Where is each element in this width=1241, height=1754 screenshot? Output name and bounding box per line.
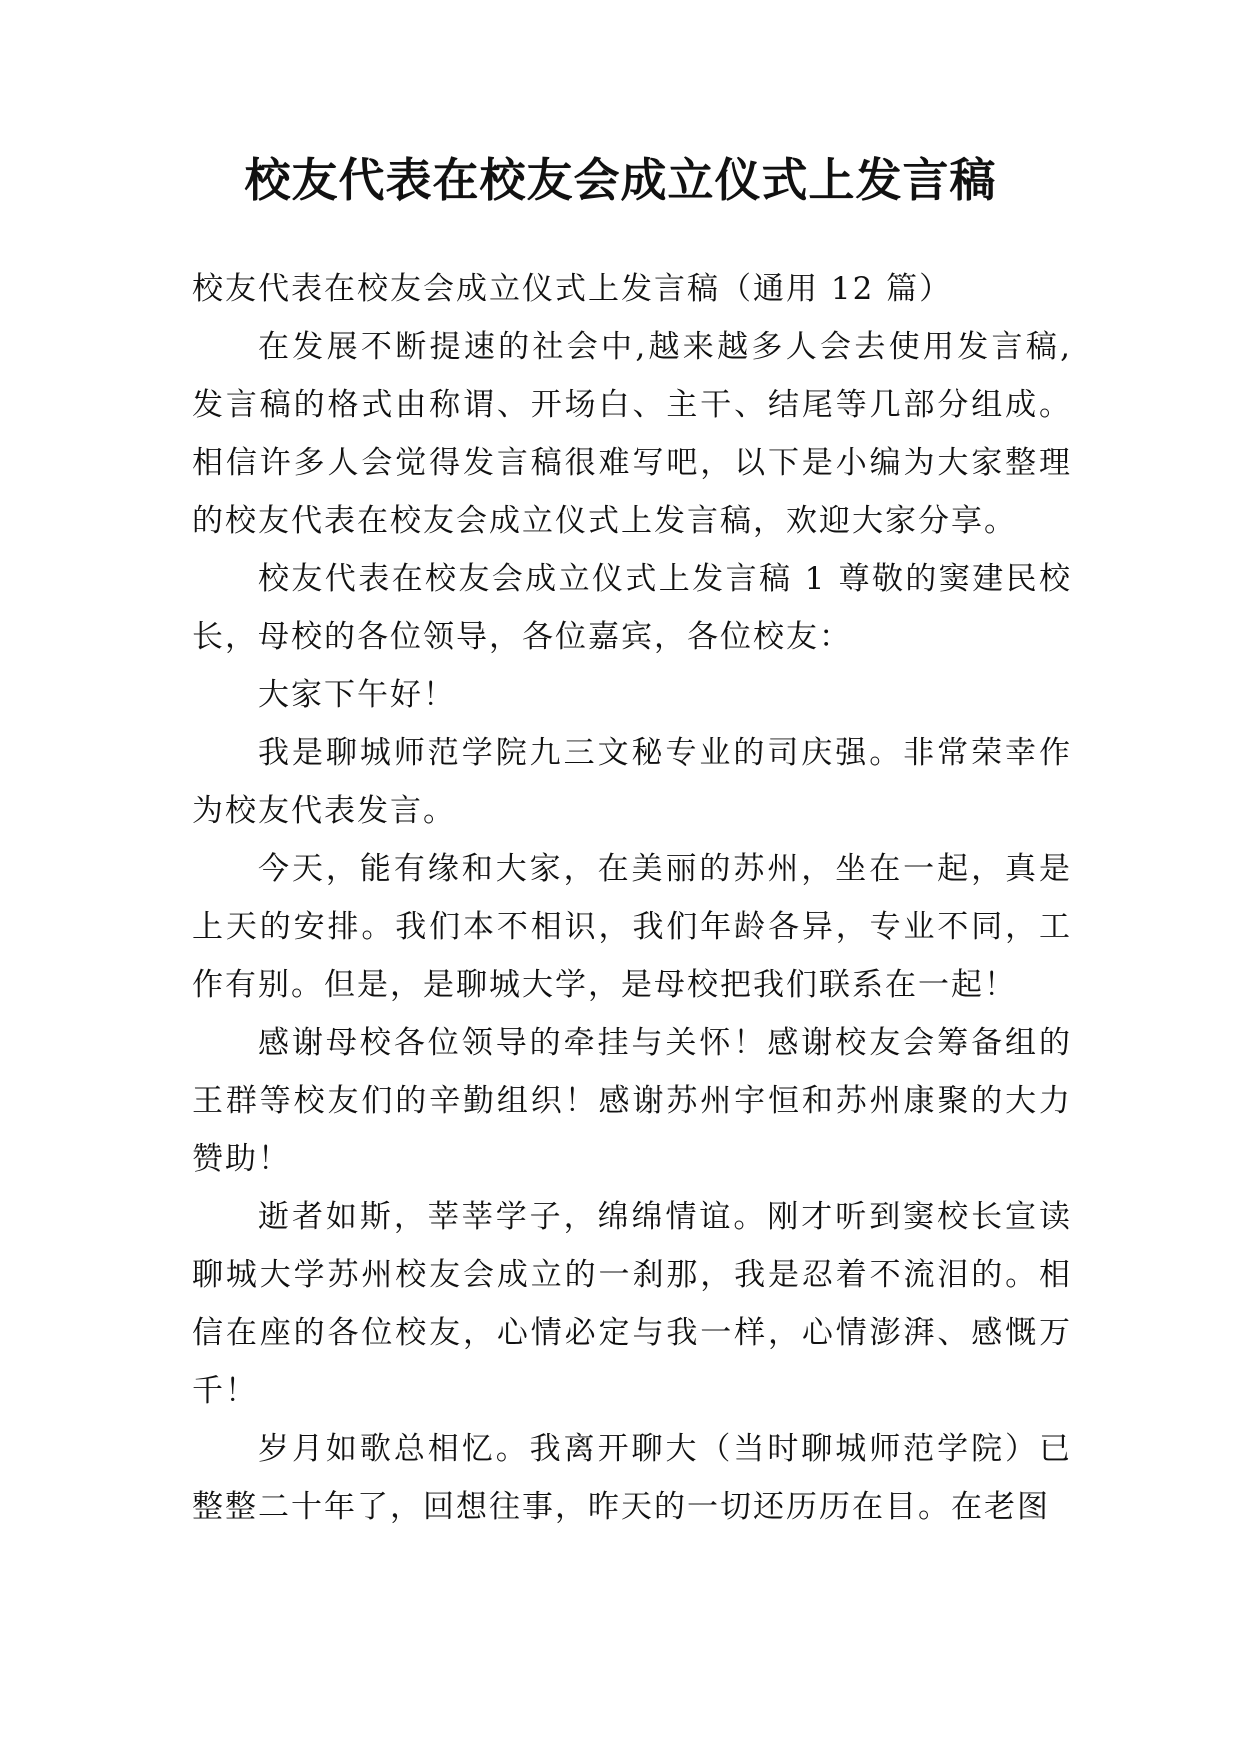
thanks-paragraph: 感谢母校各位领导的牵挂与关怀！感谢校友会筹备组的王群等校友们的辛勤组织！感谢苏州宇恒和苏州康聚的大力赞助！ [192,1025,1072,1177]
document-body [192,260,1072,1536]
today-paragraph: 今天，能有缘和大家，在美丽的苏州，坐在一起，真是上天的安排。我们本不相识，我们年龄各异，专业不同，工作有别。但是，是聊城大学，是母校把我们联系在一起！ [192,851,1072,1003]
self-introduction-paragraph: 我是聊城师范学院九三文秘专业的司庆强。非常荣幸作为校友代表发言。 [192,735,1072,829]
document-title: 校友代表在校友会成立仪式上发言稿 [244,153,997,207]
salutation-paragraph: 大家下午好！ [258,677,456,713]
greeting-paragraph: 校友代表在校友会成立仪式上发言稿 1 尊敬的窦建民校长，母校的各位领导，各位嘉宾，各位校友： [192,561,1072,655]
memories-paragraph: 岁月如歌总相忆。我离开聊大（当时聊城师范学院）已整整二十年了，回想往事，昨天的一切还历历在目。在老图 [192,1431,1072,1525]
subtitle-paragraph: 校友代表在校友会成立仪式上发言稿（通用 12 篇） [192,271,953,307]
emotion-paragraph: 逝者如斯，莘莘学子，绵绵情谊。刚才听到窦校长宣读聊城大学苏州校友会成立的一刹那，我是忍着不流泪的。相信在座的各位校友，心情必定与我一样，心情澎湃、感慨万千！ [192,1199,1072,1409]
intro-paragraph: 在发展不断提速的社会中,越来越多人会去使用发言稿,发言稿的格式由称谓、开场白、主干、结尾等几部分组成。相信许多人会觉得发言稿很难写吧，以下是小编为大家整理的校友代表在校友会成立仪式上发言稿，欢迎大家分享。 [192,329,1072,539]
